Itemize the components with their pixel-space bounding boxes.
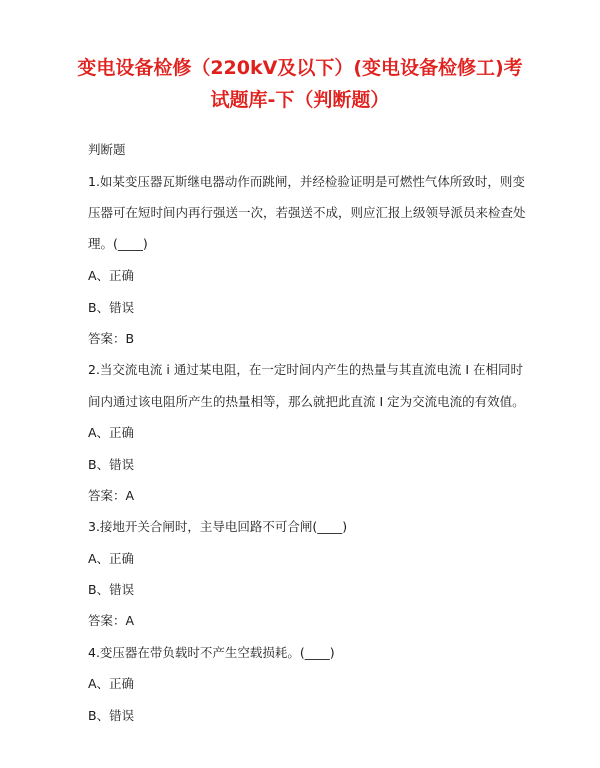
question-4-option-a: A、正确 bbox=[88, 676, 135, 691]
question-3-text: 3.接地开关合闸时，主导电回路不可合闸(____) bbox=[88, 519, 348, 534]
question-1-option-b: B、错误 bbox=[88, 300, 135, 315]
question-3-option-b: B、错误 bbox=[88, 582, 135, 597]
document-title-line-2: 试题库-下（判断题） bbox=[210, 89, 390, 111]
question-1-answer: 答案：B bbox=[88, 331, 135, 346]
question-2-text-line-1: 2.当交流电流 i 通过某电阻，在一定时间内产生的热量与其直流电流 I 在相同时 bbox=[88, 362, 523, 377]
question-3-answer: 答案：A bbox=[88, 613, 135, 628]
question-1-text-line-1: 1.如某变压器瓦斯继电器动作而跳闸，并经检验证明是可燃性气体所致时，则变 bbox=[88, 174, 525, 189]
section-heading: 判断题 bbox=[88, 142, 126, 157]
question-2-answer: 答案：A bbox=[88, 488, 135, 503]
question-4-option-b: B、错误 bbox=[88, 708, 135, 723]
question-1-text-line-3: 理。(____) bbox=[88, 236, 148, 251]
question-2-text-line-2: 间内通过该电阻所产生的热量相等，那么就把此直流 I 定为交流电流的有效值。 bbox=[88, 394, 525, 409]
question-3-option-a: A、正确 bbox=[88, 551, 135, 566]
question-2-option-a: A、正确 bbox=[88, 425, 135, 440]
question-1-text-line-2: 压器可在短时间内再行强送一次，若强送不成，则应汇报上级领导派员来检查处 bbox=[88, 205, 526, 220]
document-title-line-1: 变电设备检修（220kV及以下）(变电设备检修工)考 bbox=[77, 57, 523, 79]
question-4-text: 4.变压器在带负载时不产生空载损耗。(____) bbox=[88, 645, 335, 660]
question-2-option-b: B、错误 bbox=[88, 457, 135, 472]
question-1-option-a: A、正确 bbox=[88, 268, 135, 283]
